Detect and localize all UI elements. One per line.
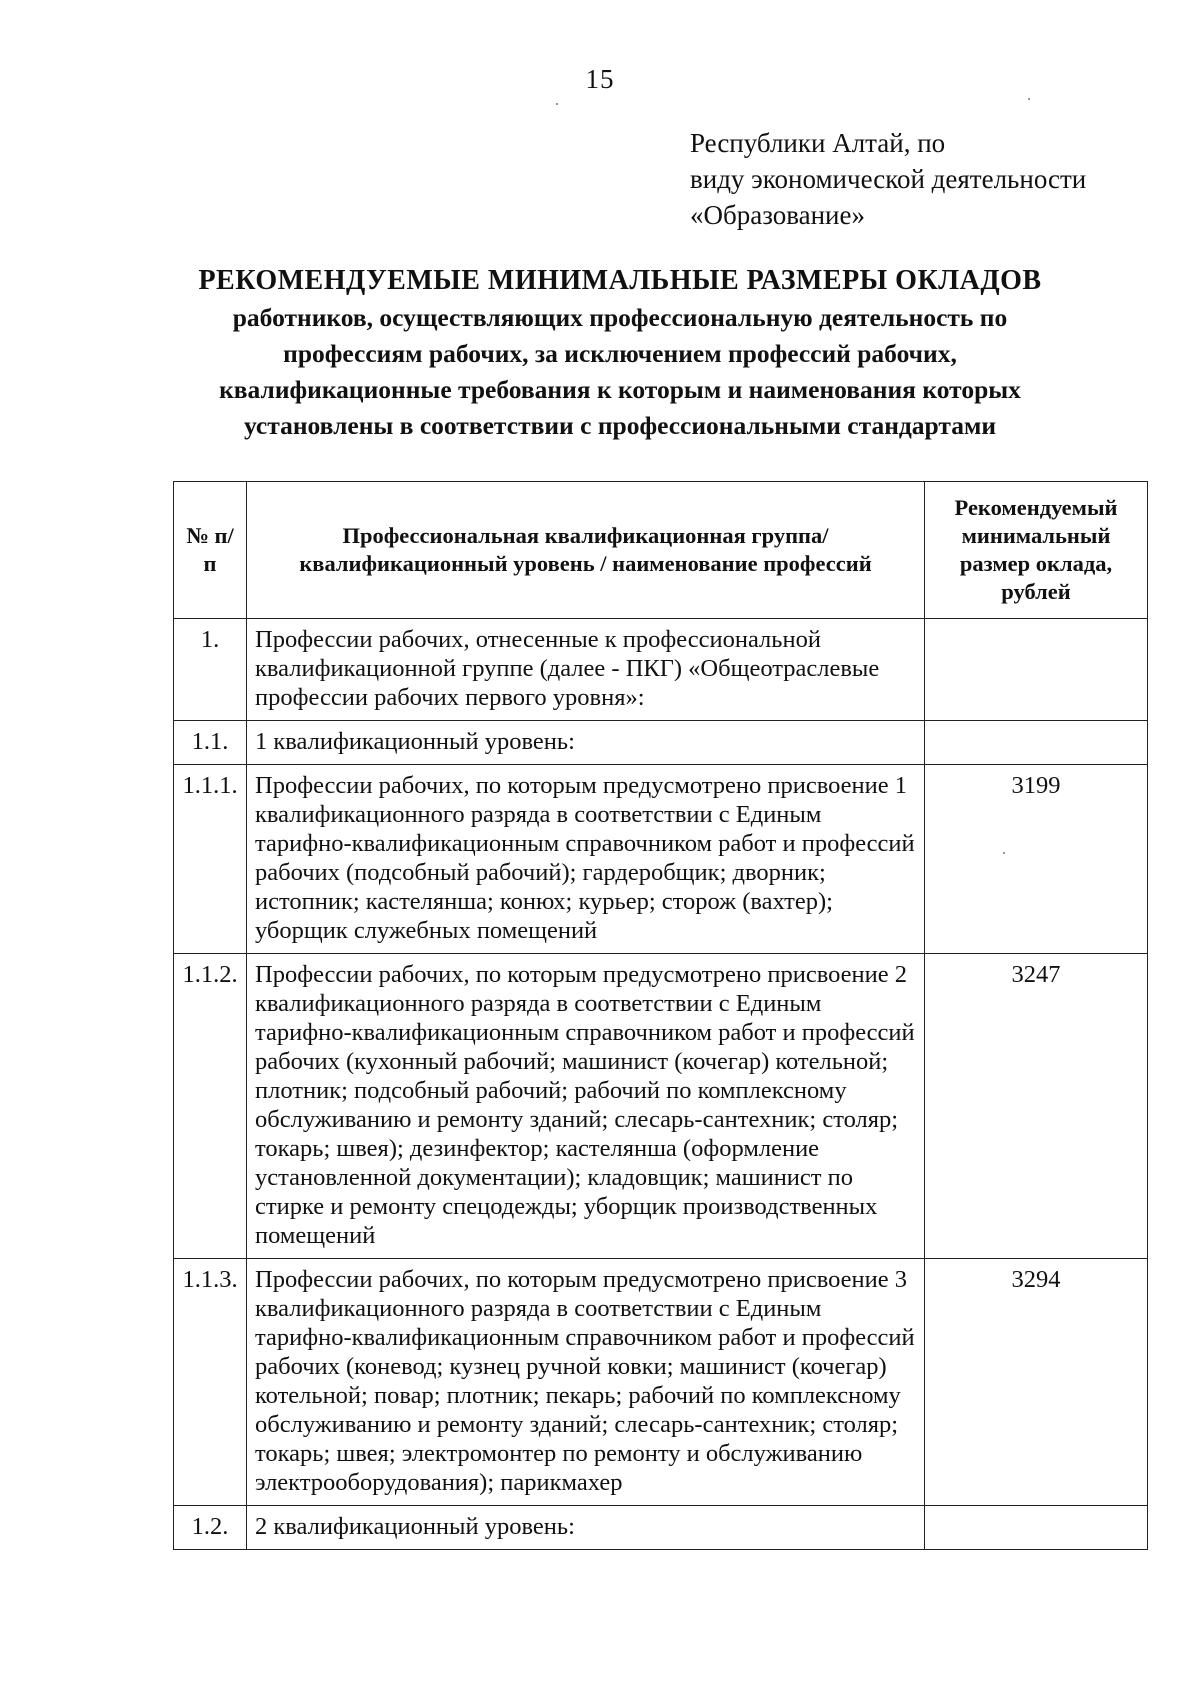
addressee-line: виду экономической деятельности [690,164,1087,194]
row-salary: 3199 [925,765,1148,954]
row-number: 1.2. [174,1506,247,1550]
row-number: 1.1.1. [174,765,247,954]
addressee-line: «Образование» [690,200,865,230]
title-subtitle-line: работников, осуществляющих профессиональную деятельность по [232,303,1008,332]
table-row [174,1259,1148,1506]
document-title [100,262,1140,444]
row-salary: 3294 [925,1259,1148,1506]
page-number: 15 [585,64,615,94]
addressee-block [690,125,1086,233]
title-subtitle-line: квалификационные требования к которым и наименования которых [219,375,1021,404]
row-salary: 3247 [925,954,1148,1259]
salary-table [173,481,1148,1550]
table-body [174,619,1148,1550]
row-salary [925,1506,1148,1550]
row-number: 1.1.3. [174,1259,247,1506]
table-row [174,954,1148,1259]
row-description: Профессии рабочих, по которым предусмотрено присвоение 1 квалификационного разряда в соответствии с Единым тарифно-квалификационным справочником работ и профессий рабочих (подсобный рабочий); гардеробщик; дворник; истопник; кастелянша; конюх; курьер; сторож (вахтер); уборщик служебных помещений [247,765,925,954]
row-number: 1. [174,619,247,721]
row-salary [925,721,1148,765]
row-description: Профессии рабочих, по которым предусмотрено присвоение 2 квалификационного разряда в соответствии с Единым тарифно-квалификационным справочником работ и профессий рабочих (кухонный рабочий; машинист (кочегар) котельной; плотник; подсобный рабочий; рабочий по комплексному обслуживанию и ремонту зданий; слесарь-сантехник; столяр; токарь; швея); дезинфектор; кастелянша (оформление установленной документации); кладовщик; машинист по стирке и ремонту спецодежды; уборщик производственных помещений [247,954,925,1259]
row-number: 1.1.2. [174,954,247,1259]
header-number: № п/п [174,482,247,619]
row-description: 2 квалификационный уровень: [247,1506,925,1550]
table-row [174,721,1148,765]
row-number: 1.1. [174,721,247,765]
scan-speck [1003,852,1005,854]
row-salary [925,619,1148,721]
row-description: Профессии рабочих, по которым предусмотрено присвоение 3 квалификационного разряда в соответствии с Единым тарифно-квалификационным справочником работ и профессий рабочих (коневод; кузнец ручной ковки; машинист (кочегар) котельной; повар; плотник; пекарь; рабочий по комплексному обслуживанию и ремонту зданий; слесарь-сантехник; столяр; токарь; швея; электромонтер по ремонту и обслуживанию электрооборудования); парикмахер [247,1259,925,1506]
addressee-line: Республики Алтай, по [690,128,946,158]
title-subtitle-line: установлены в соответствии с профессиональными стандартами [243,411,997,440]
title-subtitle-line: профессиям рабочих, за исключением профессий рабочих, [283,339,957,368]
title-main: РЕКОМЕНДУЕМЫЕ МИНИМАЛЬНЫЕ РАЗМЕРЫ ОКЛАДОВ [198,265,1042,296]
table-header-row [174,482,1148,619]
scan-speck [1028,98,1030,100]
table-row [174,1506,1148,1550]
row-description: Профессии рабочих, отнесенные к профессиональной квалификационной группе (далее - ПКГ) «Общеотраслевые профессии рабочих первого уровня»: [247,619,925,721]
header-salary: Рекомендуемый минимальный размер оклада, рублей [925,482,1148,619]
header-description: Профессиональная квалификационная группа/квалификационный уровень / наименование профессий [247,482,925,619]
row-description: 1 квалификационный уровень: [247,721,925,765]
scan-speck [556,103,558,105]
table-row [174,765,1148,954]
table-row [174,619,1148,721]
